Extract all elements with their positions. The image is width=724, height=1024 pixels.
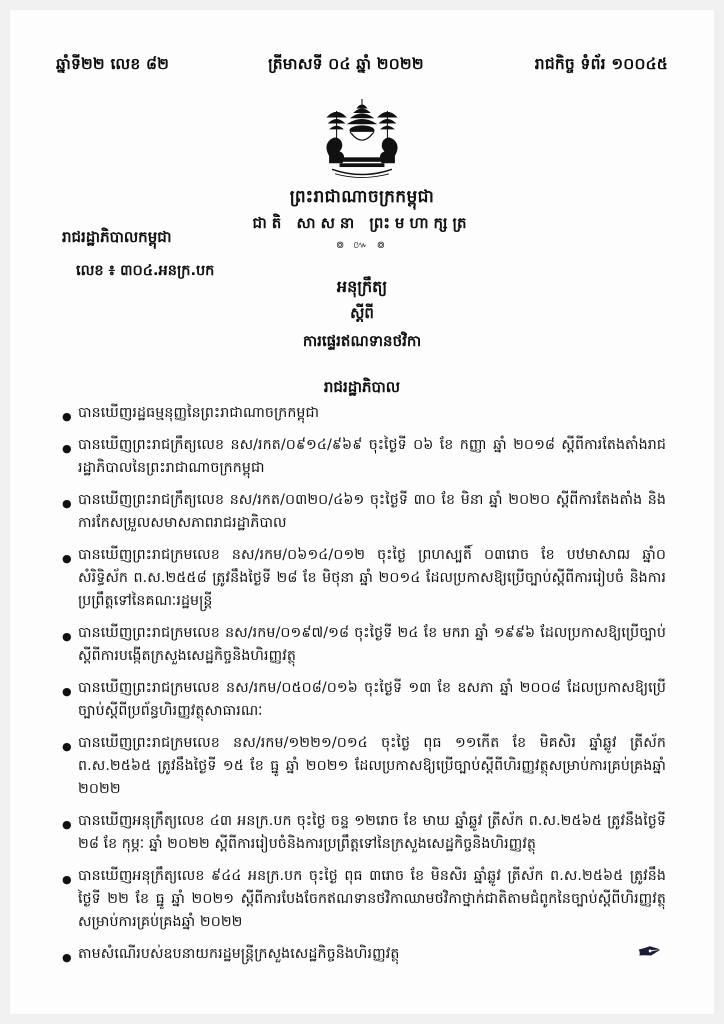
clause-text: បានឃើញរដ្ឋធម្មនុញ្ញនៃព្រះរាជាណាចក្រកម្ពុជា [78,405,320,421]
page-header [56,54,668,77]
about-label: ស្ដីពី [350,304,374,322]
list-item [62,810,666,856]
bullet-icon: ● [62,873,72,886]
bullet-icon: ● [62,630,72,643]
emblem-container [0,96,724,182]
clause-text: បានឃើញអនុក្រឹត្យលេខ ៤៣ អនក្រ.បក ចុះថ្ងៃ ចន្ទ ១២រោច ខែ មាឃ ឆ្នាំឆ្លូវ ត្រីស័ក ព.ស.២៥៦៥ ត្រូវនឹងថ្ងៃទី ២៨ ខែ កុម្ភៈ ឆ្នាំ ២០២២ ស្ដីពីការរៀបចំនិងការប្រព្រឹត្តទៅនៃក្រសួងសេដ្ឋកិច្ចនិងហិរញ្ញវត្ថុ [78,813,666,852]
list-item [62,943,666,966]
issuing-authority: រាជរដ្ឋាភិបាល [323,378,401,396]
clause-list [62,402,666,975]
scan-edge-bottom [0,1014,724,1024]
document-number-value: ៣០៤.អនក្រ.បក [120,263,215,279]
issuing-government: រាជរដ្ឋាភិបាលកម្ពុជា [62,228,172,246]
header-quarter-year: ត្រីមាសទី ០៤ ឆ្នាំ ២០២២ [268,55,424,73]
scan-edge-top [0,0,724,10]
bullet-icon: ● [62,442,72,455]
clause-text: បានឃើញព្រះរាជក្រមលេខ នស/រកម/០៦១៤/០១២ ចុះថ្ងៃ ព្រហស្បតិ៍ ០៣រោច ខែ បឋមាសាឍ ឆ្នាំ០ សំរិទ្ធិស័ក ព.ស.២៥៥៨ ត្រូវនឹងថ្ងៃទី ២៨ ខែ មិថុនា ឆ្នាំ ២០១៤ ដែលប្រកាសឱ្យប្រើច្បាប់ស្ដីពីការរៀបចំ និងការប្រព្រឹត្តទៅនៃគណៈរដ្ឋមន្ត្រី [78,547,666,609]
list-item [62,434,666,480]
clause-text: តាមសំណើរបស់ឧបនាយករដ្ឋមន្ត្រីក្រសួងសេដ្ឋកិច្ចនិងហិរញ្ញវត្ថុ [78,946,400,962]
clause-text: បានឃើញព្រះរាជក្រឹត្យលេខ នស/រកត/០៩១៤/៩៦៩ ចុះថ្ងៃទី ០៦ ខែ កញ្ញា ឆ្នាំ ២០១៨ ស្ដីពីការតែងតាំងរាជរដ្ឋាភិបាលនៃព្រះរាជាណាចក្រកម្ពុជា [78,437,666,476]
motto-decoration: ៙ ៚ ៙ [335,240,389,251]
bullet-icon: ● [62,818,72,831]
royal-emblem-icon [302,96,422,182]
clause-text: បានឃើញព្រះរាជក្រមលេខ នស/រកម/០៥០៨/០១៦ ចុះថ្ងៃទី ១៣ ខែ ឧសភា ឆ្នាំ ២០០៨ ដែលប្រកាសឱ្យប្រើច្បាប់ស្ដីពីប្រព័ន្ធហិរញ្ញវត្ថុសាធារណៈ [78,680,666,719]
kingdom-title: ព្រះរាជាណាចក្រកម្ពុជា [289,187,435,207]
document-number-label: លេខ ៖ [76,263,116,279]
list-item [62,402,666,425]
bullet-icon: ● [62,497,72,510]
header-issue-number: ឆ្នាំទី២២ លេខ ៨២ [56,55,170,73]
bullet-icon: ● [62,410,72,423]
header-page-number: រាជកិច្ច ទំព័រ ១០០៤៥ [534,55,668,73]
list-item [62,732,666,801]
clause-text: បានឃើញព្រះរាជក្រមលេខ នស/រកម/១២២១/០១៤ ចុះថ្ងៃ ពុធ ១១កើត ខែ មិគសិរ ឆ្នាំឆ្លូវ ត្រីស័ក ព.ស.២៥៦៥ ត្រូវនឹងថ្ងៃទី ១៥ ខែ ធ្នូ ឆ្នាំ ២០២១ ដែលប្រកាសឱ្យប្រើច្បាប់ស្ដីពីហិរញ្ញវត្ថុសម្រាប់ការគ្រប់គ្រងឆ្នាំ ២០២២ [78,735,666,797]
list-item [62,622,666,668]
signature-mark-icon: ✒ [634,933,665,972]
bullet-icon: ● [62,685,72,698]
national-motto: ជាតិ សាសនា ព្រះមហាក្សត្រ [252,214,472,232]
bullet-icon: ● [62,552,72,565]
clause-text: បានឃើញអនុក្រឹត្យលេខ ៩៤៤ អនក្រ.បក ចុះថ្ងៃ ពុធ ៣រោច ខែ មិនសិរ ឆ្នាំឆ្លូវ ត្រីស័ក ព.ស.២៥៦៥ ត្រូវនឹងថ្ងៃទី ២២ ខែ ធ្នូ ឆ្នាំ ២០២១ ស្ដីពីការបែងចែកឥណទានថវិកាឈាមថវិកាថ្នាក់ជាតិតាមជំពូកនៃច្បាប់ស្ដីពីហិរញ្ញវត្ថុសម្រាប់ការគ្រប់គ្រងឆ្នាំ ២០២២ [78,868,666,930]
list-item [62,489,666,535]
decree-subject: ការផ្ទេរឥណទានថវិកា [302,332,422,350]
decree-type-title: អនុក្រឹត្យ [336,277,388,296]
clause-text: បានឃើញព្រះរាជក្រឹត្យលេខ នស/រកត/០៣២០/៤៦១ ចុះថ្ងៃទី ៣០ ខែ មិនា ឆ្នាំ ២០២០ ស្ដីពីការតែងតាំង និងការកែសម្រួលសមាសភាពរាជរដ្ឋាភិបាល [78,492,666,531]
bullet-icon: ● [62,951,72,964]
clause-text: បានឃើញព្រះរាជក្រមលេខ នស/រកម/០១៩៧/១៨ ចុះថ្ងៃទី ២៤ ខែ មករា ឆ្នាំ ១៩៩៦ ដែលប្រកាសឱ្យប្រើច្បាប់ស្ដីពីការបង្កើតក្រសួងសេដ្ឋកិច្ចនិងហិរញ្ញវត្ថុ [78,625,666,664]
list-item [62,677,666,723]
list-item [62,544,666,613]
bullet-icon: ● [62,740,72,753]
list-item [62,865,666,934]
